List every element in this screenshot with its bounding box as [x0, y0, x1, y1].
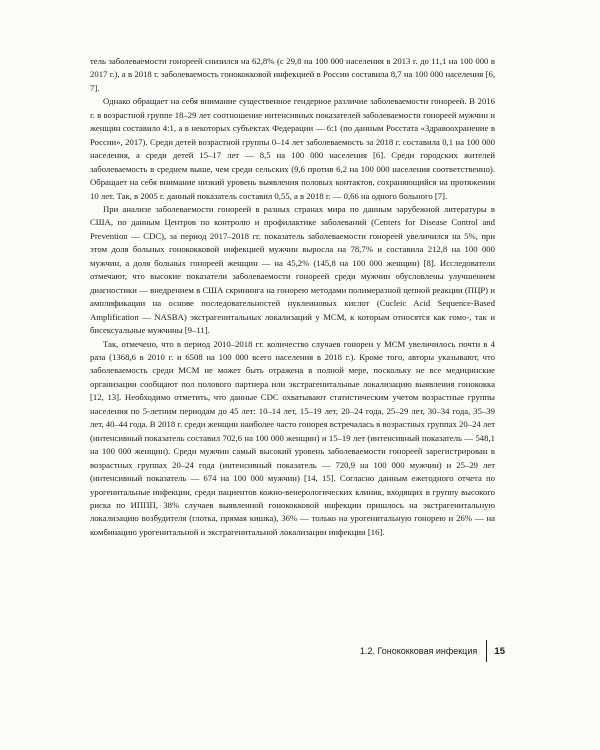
running-head: 1.2. Гонококковая инфекция [359, 646, 478, 656]
page-footer [360, 640, 505, 662]
body-text [90, 55, 495, 539]
footer-divider [486, 640, 487, 662]
paragraph: Однако обращает на себя внимание существенное гендерное различие заболеваемости гонореей. В 2016 г. в возрастной группе 18–29 лет соотношение интенсивных показателей заболеваемости гонореей мужчин и женщин составило 4:1, а в некоторых субъектах Федерации — 6:1 (по данным Росстата «Здравоохранение в России», 2017). Среди детей возрастной группы 0–14 лет заболеваемость за 2018 г. составила 0,1 на 100 000 населения, а среди детей 15–17 лет — 8,5 на 100 000 населения [6]. Среди городских жителей заболеваемость в среднем выше, чем среди сельских (9,6 против 6,2 на 100 000 населения соответственно). Обращает на себя внимание низкий уровень выявления половых контактов, сохраняющийся на протяжении 10 лет. Так, в 2005 г. данный показатель составил 0,55, а в 2018 г. — 0,66 на одного больного [7]. [90, 96, 495, 201]
paragraph: Так, отмечено, что в период 2010–2018 гг. количество случаев гонореи у МСМ увеличилось почти в 4 раза (1368,6 в 2010 г. и 6508 на 100 000 всего населения в 2018 г.). Кроме того, авторы указывают, что заболеваемость среди МСМ не может быть отражена в полной мере, поскольку не все медицинские организации сообщают пол полового партнера или экстрагенитальные локализацию выявления гонококка [12, 13]. Необходимо отметить, что данные CDC охватывают статистическим учетом возрастные группы населения по 5-летним периодам до 45 лет: 10–14 лет, 15–19 лет, 20–24 года, 25–29 лет, 30–34 года, 35–39 лет, 40–44 года. В 2018 г. среди женщин наиболее часто гонорея встречалась в возрастных группах 20–24 лет (интенсивный показатель составил 702,6 на 100 000 женщин) и 15–19 лет (интенсивный показатель — 548,1 на 100 000 женщин). Среди мужчин самый высокий уровень заболеваемости гонореей зарегистрирован в возрастных группах 20–24 года (интенсивный показатель — 720,9 на 100 000 мужчин) и 25–29 лет (интенсивный показатель — 674 на 100 000 мужчин) [14, 15]. Согласно данным ежегодного отчета по урогенитальные инфекции, среди пациентов кожно-венерологических клиник, входящих в группу высокого риска по ИППП, 38% случаев выявленной гонококковой инфекции пришлось на экстрагенитальную локализацию возбудителя (глотка, прямая кишка), 36% — только на урогенитальную гонорею и 26% — на комбинацию урогенитальной и экстрагенитальной локализации инфекции [16]. [90, 338, 495, 537]
paragraph: тель заболеваемости гонореей снизился на 62,8% (с 29,8 на 100 000 населения в 2013 г. до 11,1 на 100 000 в 2017 г.), а в 2018 г. заболеваемость гонококковой инфекцией в России составила 8,7 на 100 000 населения [6, 7]. [90, 56, 495, 93]
page-number: 15 [494, 645, 505, 657]
paragraph: При анализе заболеваемости гонореей в разных странах мира по данным зарубежной литературы в США, по данным Центров по контролю и профилактике заболеваний (Centers for Disease Control and Prevention — CDC), за период 2017–2018 гг. показатель заболеваемости гонореей увеличился на 5%, при этом доля больных гонококковой инфекцией мужчин выросла на 78,7% и составила 212,8 на 100 000 мужчин, а доля больных гонореей женщин — на 45,2% (145,8 на 100 000 женщин) [8]. Исследователи отмечают, что высокие показатели заболеваемости гонореей среди мужчин обусловлены улучшением диагностики — внедрением в США скрининга на гонорею методами полимеразной цепной реакции (ПЦР) и амплификации на основе последовательностей нуклеиновых кислот (Cucleic Acid Sequence-Based Amplification — NASBA) экстрагенитальных локализаций у МСМ, к которым относятся как гомо-, так и бисексуальные мужчины [9–11]. [90, 203, 495, 336]
